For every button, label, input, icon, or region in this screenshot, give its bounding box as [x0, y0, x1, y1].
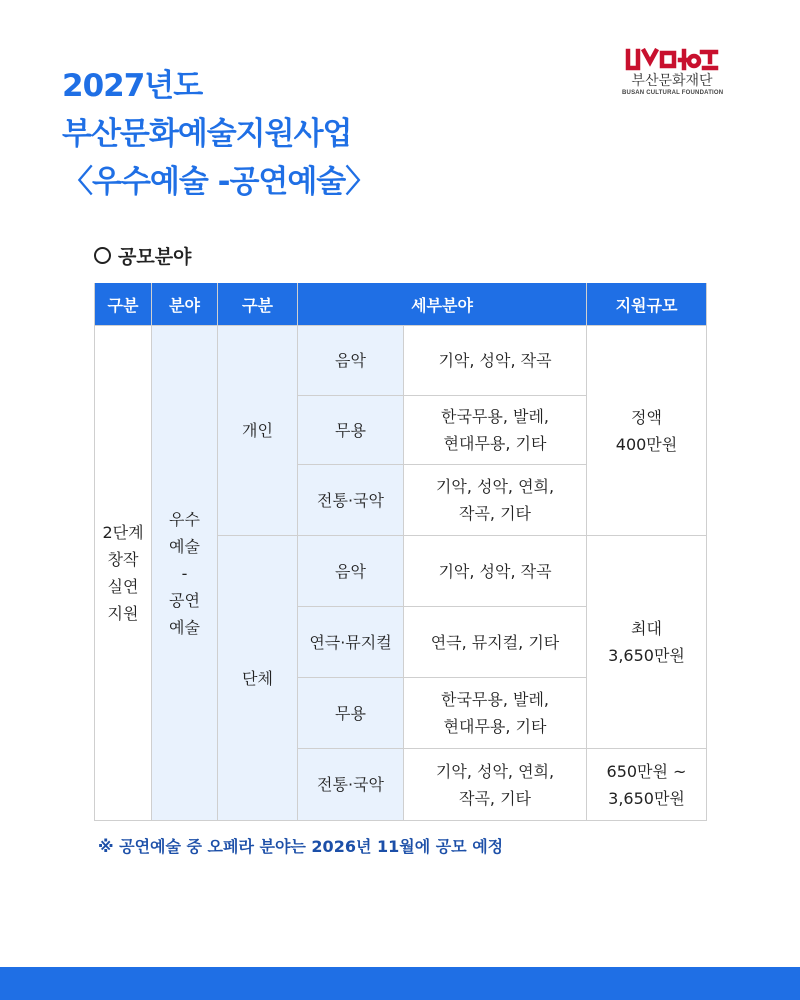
circle-bullet-icon: [94, 247, 111, 264]
detail-cell: 한국무용, 발레, 현대무용, 기타: [404, 396, 587, 465]
bottom-accent-bar: [0, 967, 800, 1000]
group-type-cell: 단체: [218, 536, 298, 821]
genre-cell: 음악: [298, 536, 404, 607]
detail-cell: 기악, 성악, 연희, 작곡, 기타: [404, 465, 587, 536]
foundation-logo-mark-icon: [624, 48, 720, 72]
header-detail: 세부분야: [298, 283, 587, 326]
section-title: 공모분야: [118, 246, 192, 268]
support-field-table: [94, 283, 707, 821]
stage-cell: 2단계 창작 실연 지원: [95, 326, 152, 821]
table-header-row: [95, 283, 707, 326]
individual-type-cell: 개인: [218, 326, 298, 536]
detail-cell: 연극, 뮤지컬, 기타: [404, 607, 587, 678]
group-range-amount-cell: 650만원 ~ 3,650만원: [587, 749, 707, 821]
detail-cell: 기악, 성악, 작곡: [404, 326, 587, 396]
title-category: 〈우수예술 -공연예술〉: [62, 164, 376, 200]
genre-cell: 연극·뮤지컬: [298, 607, 404, 678]
section-heading: [94, 242, 191, 269]
detail-cell: 한국무용, 발레, 현대무용, 기타: [404, 678, 587, 749]
genre-cell: 전통·국악: [298, 465, 404, 536]
title-program: 부산문화예술지원사업: [62, 116, 352, 152]
genre-cell: 음악: [298, 326, 404, 396]
busan-cultural-foundation-logo: [622, 48, 722, 96]
detail-cell: 기악, 성악, 작곡: [404, 536, 587, 607]
individual-amount-cell: 정액 400만원: [587, 326, 707, 536]
group-max-amount-cell: 최대 3,650만원: [587, 536, 707, 749]
table-row: [95, 326, 707, 396]
header-field: 분야: [152, 283, 218, 326]
header-stage: 구분: [95, 283, 152, 326]
footnote: ※ 공연예술 중 오페라 분야는 2026년 11월에 공모 예정: [98, 837, 504, 856]
genre-cell: 무용: [298, 678, 404, 749]
field-cell: 우수 예술 - 공연 예술: [152, 326, 218, 821]
title-year: 2027년도: [62, 68, 203, 104]
logo-english-name: BUSAN CULTURAL FOUNDATION: [622, 90, 724, 96]
header-type: 구분: [218, 283, 298, 326]
genre-cell: 전통·국악: [298, 749, 404, 821]
header-amount: 지원규모: [587, 283, 707, 326]
detail-cell: 기악, 성악, 연희, 작곡, 기타: [404, 749, 587, 821]
page-title: [62, 62, 375, 206]
genre-cell: 무용: [298, 396, 404, 465]
logo-korean-name: 부산문화재단: [631, 73, 713, 89]
